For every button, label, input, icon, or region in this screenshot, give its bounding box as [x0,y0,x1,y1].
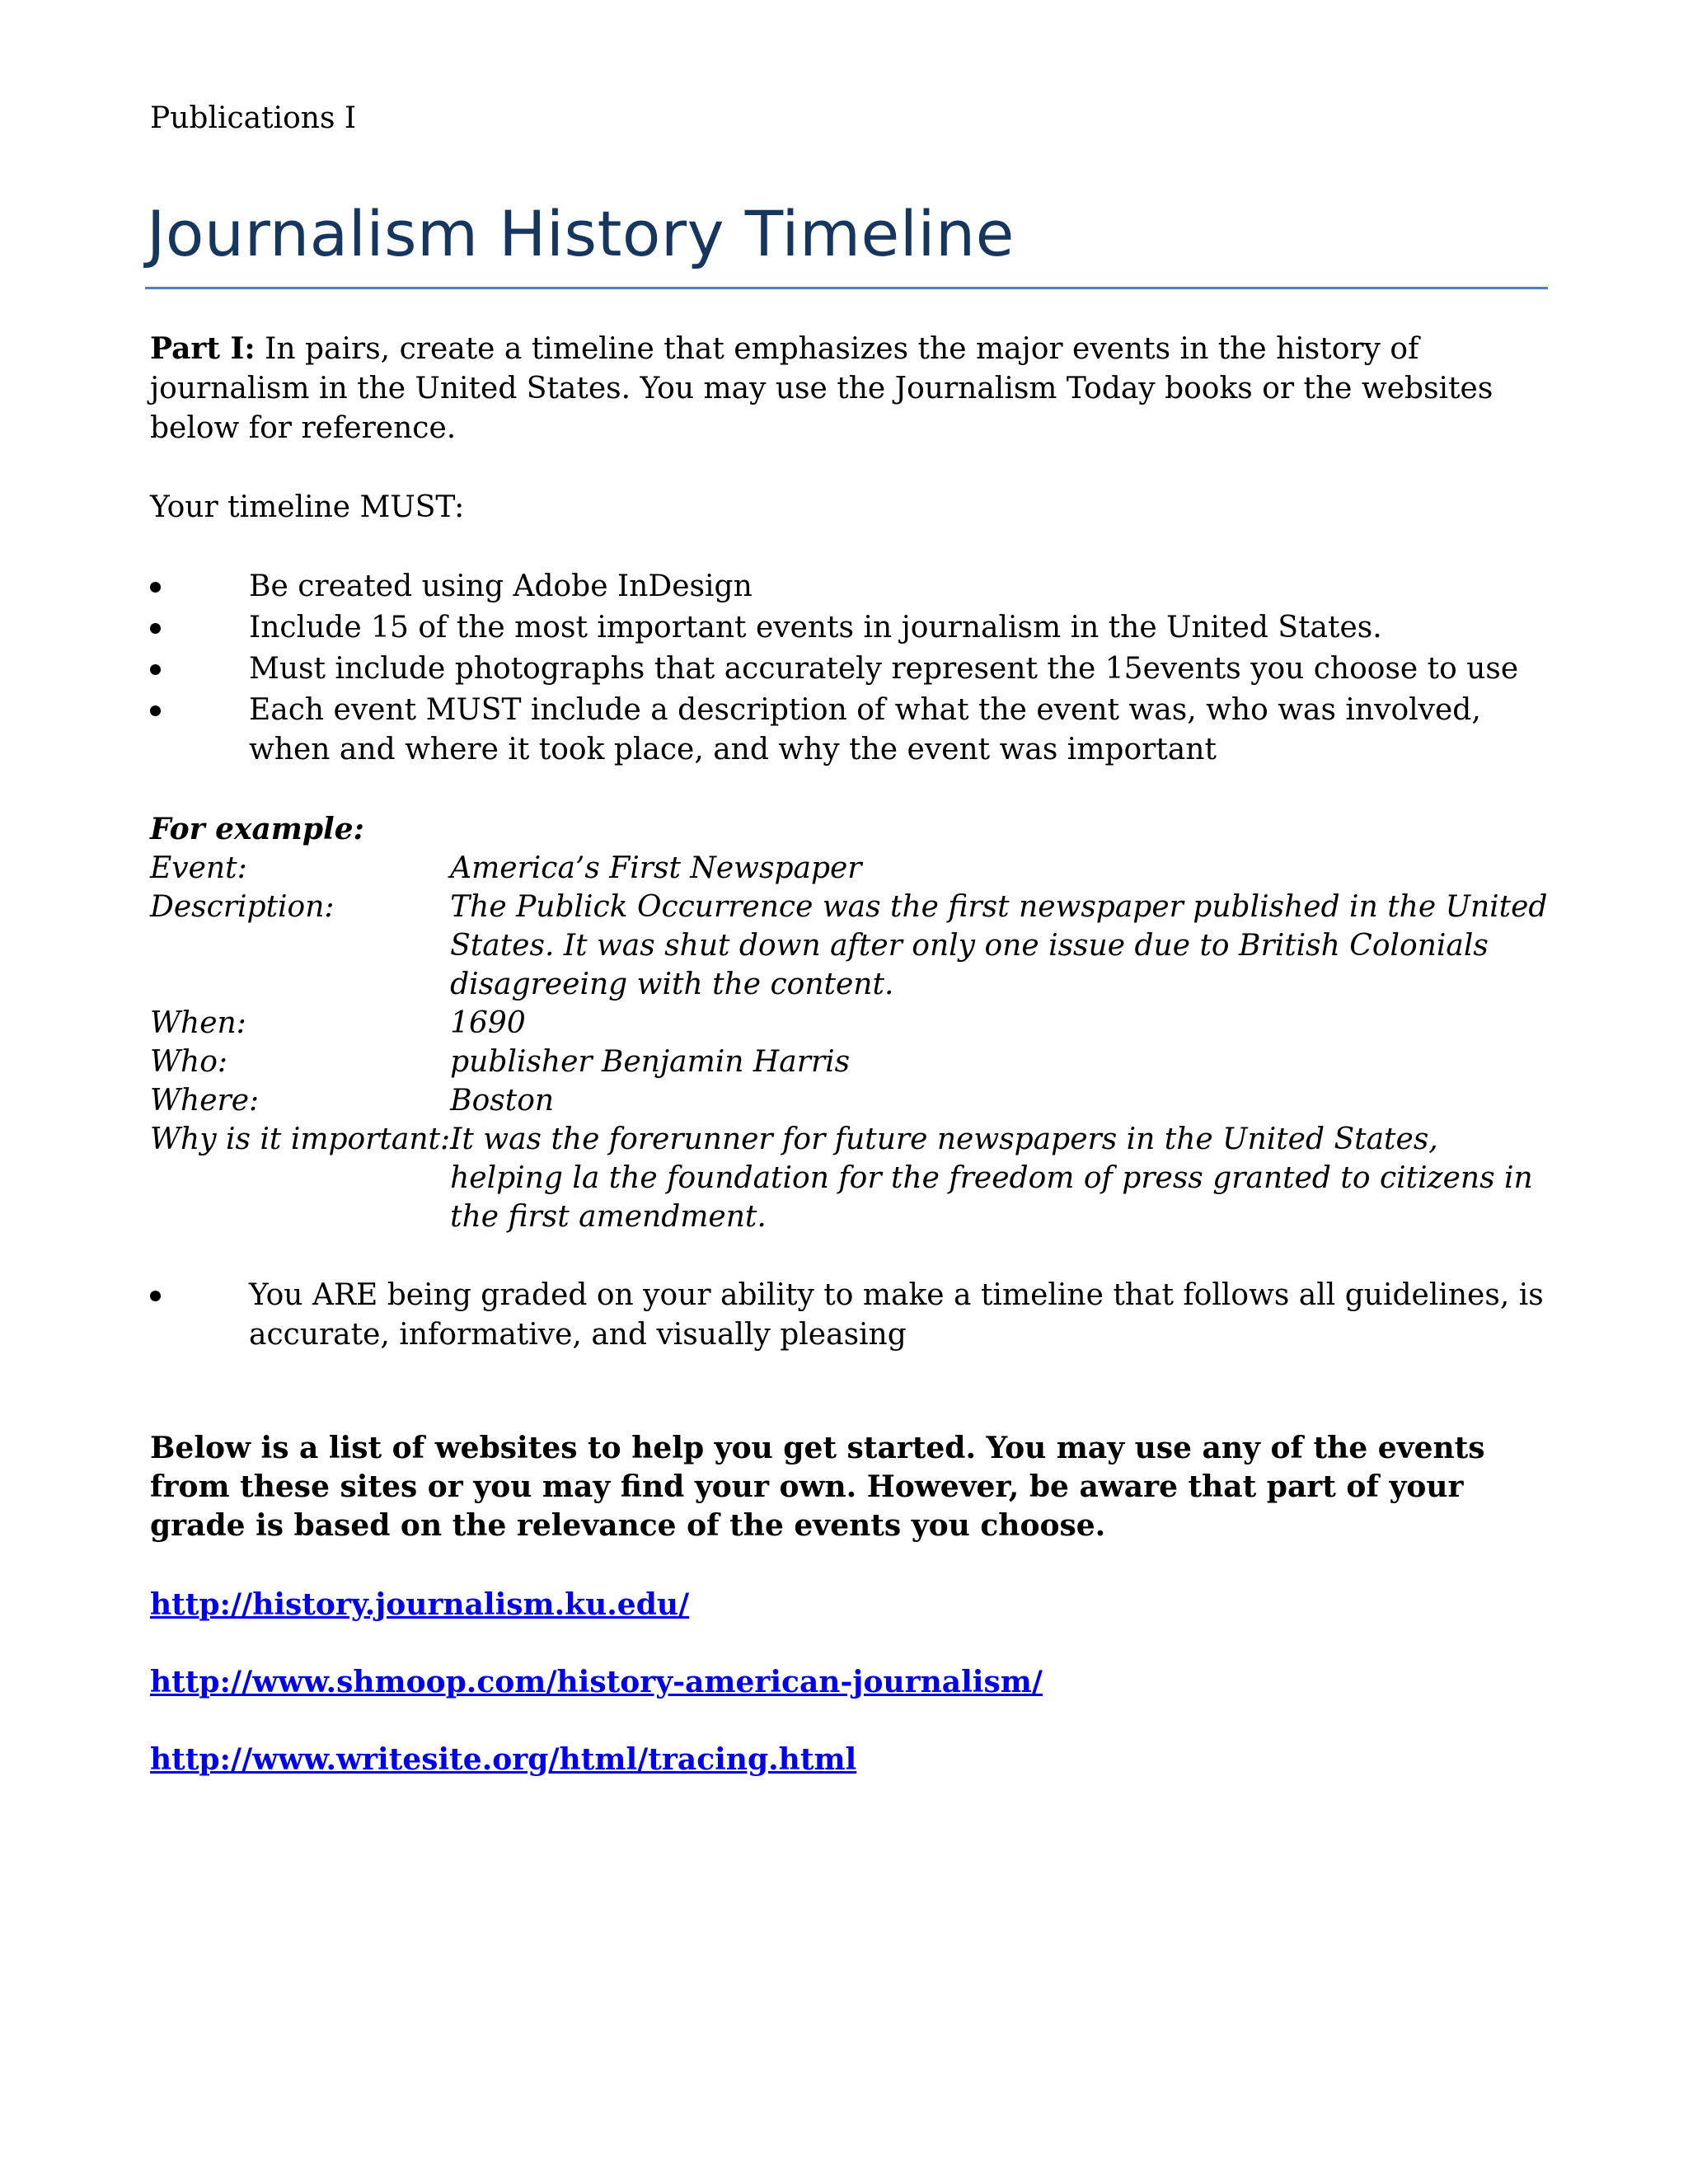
websites-note: Below is a list of websites to help you get started. You may use any of the events from these sites or you may find your own. However, be aware that part of your grade is based on the relevance of the events you choose. [150,1431,1485,1543]
list-item [150,1276,1551,1355]
table-row [150,1120,1551,1236]
example-value: The Publick Occurrence was the first newspaper published in the United States. It was shut down after only one issue due to British Colonials disagreeing with the content. [450,890,1548,1001]
website-link-ku[interactable]: http://history.journalism.ku.edu/ [150,1587,690,1622]
example-value: publisher Benjamin Harris [450,1045,851,1079]
website-link-shmoop[interactable]: http://www.shmoop.com/history-american-journalism/ [150,1665,1043,1699]
part-text: In pairs, create a timeline that emphasizes the major events in the history of journalism in the United States. You may use the Journalism Today books or the websites below for reference. [150,332,1493,445]
table-row [150,888,1551,1004]
example-label: Why is it important: [150,1122,451,1156]
example-label: Who: [150,1045,227,1079]
table-row [150,1043,1551,1081]
list-item-text: Must include photographs that accurately represent the 15events you choose to use [249,652,1519,686]
bullet-icon [150,705,161,716]
example-value: It was the forerunner for future newspapers in the United States, helping la the foundation for the freedom of press granted to citizens in the first amendment. [450,1122,1533,1234]
document-page [147,99,1551,1817]
list-item-text: You ARE being graded on your ability to make a timeline that follows all guidelines, is accurate, informative, and visually pleasing [249,1278,1544,1352]
example-value: 1690 [450,1006,526,1040]
part-label: Part I: [150,331,256,366]
bullet-icon [150,623,161,634]
table-row [150,1081,1551,1120]
example-heading: For example: [150,812,364,846]
list-item [150,567,1551,607]
list-item-text: Include 15 of the most important events in journalism in the United States. [249,611,1382,644]
table-row [150,1004,1551,1043]
requirements-list [150,567,1551,770]
list-item [150,691,1551,770]
part-one-instructions [150,329,1551,448]
bullet-icon [150,582,161,593]
table-row [150,849,1551,888]
page-title: Journalism History Timeline [147,197,1015,270]
example-value: America’s First Newspaper [450,851,862,885]
list-item-text: Each event MUST include a description of what the event was, who was involved, when and where it took place, and why the event was important [249,693,1481,766]
list-item [150,608,1551,648]
example-label: Where: [150,1084,260,1118]
example-table [150,849,1551,1236]
course-name: Publications I [150,101,357,135]
example-label: When: [150,1006,246,1040]
title-divider [145,287,1548,289]
website-link-writesite[interactable]: http://www.writesite.org/html/tracing.html [150,1742,857,1777]
requirements-lead: Your timeline MUST: [150,490,465,524]
bullet-icon [150,664,161,675]
example-value: Boston [450,1084,555,1118]
website-links [150,1585,1551,1779]
example-label: Event: [150,851,247,885]
example-label: Description: [150,890,335,924]
bullet-icon [150,1291,161,1301]
list-item [150,649,1551,689]
list-item-text: Be created using Adobe InDesign [249,569,753,603]
grading-list [150,1276,1551,1355]
